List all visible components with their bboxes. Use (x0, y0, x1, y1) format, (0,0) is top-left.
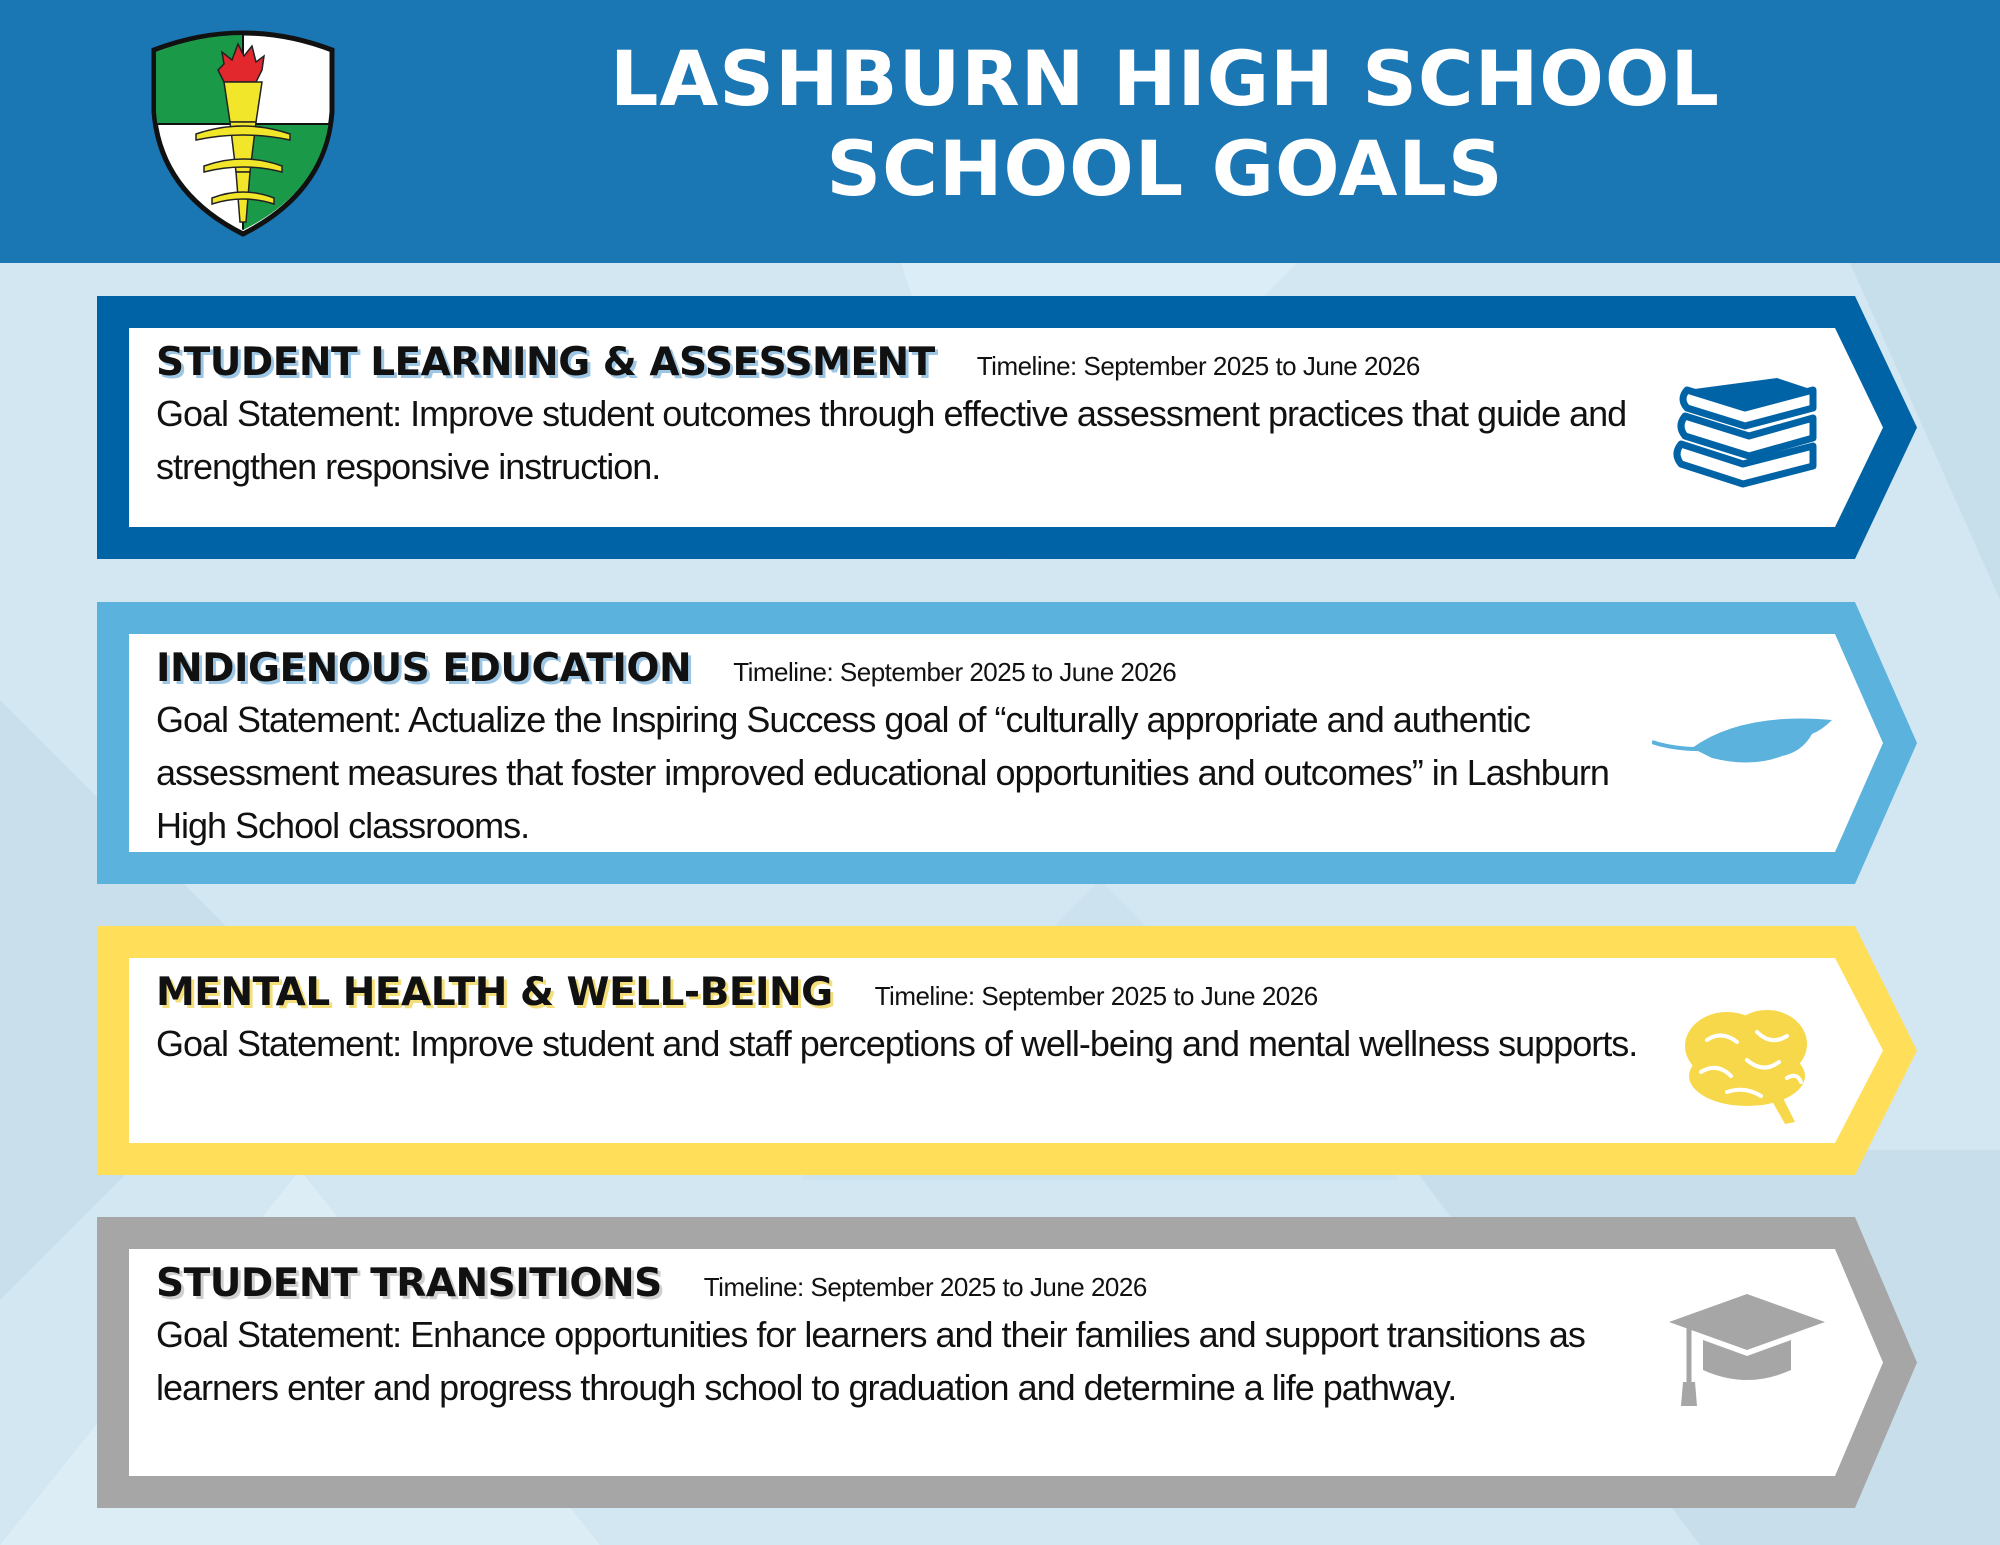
page-title (560, 34, 1770, 214)
books-icon (1667, 356, 1827, 496)
title-line-2: SCHOOL GOALS (826, 124, 1504, 213)
brain-icon (1667, 996, 1827, 1136)
goal-title: INDIGENOUS EDUCATION (156, 646, 692, 691)
header-banner (0, 0, 2000, 263)
goal-title: MENTAL HEALTH & WELL-BEING (156, 970, 833, 1015)
goal-timeline: Timeline: September 2025 to June 2026 (874, 981, 1318, 1011)
graduation-cap-icon (1667, 1292, 1827, 1432)
goal-statement: Goal Statement: Improve student outcomes through effective assessment practices that guide and strengthen responsive instruction. (156, 393, 1627, 487)
goal-card-indigenous-education (97, 602, 1917, 884)
feather-icon (1652, 682, 1842, 822)
school-crest-logo (146, 22, 340, 238)
goal-timeline: Timeline: September 2025 to June 2026 (733, 657, 1177, 687)
goal-timeline: Timeline: September 2025 to June 2026 (703, 1272, 1147, 1302)
goal-card-mental-health (97, 926, 1917, 1175)
goal-card-student-learning (97, 296, 1917, 559)
goal-card-student-transitions (97, 1217, 1917, 1508)
goal-title: STUDENT LEARNING & ASSESSMENT (156, 340, 935, 385)
goal-statement: Goal Statement: Actualize the Inspiring Success goal of “culturally appropriate and authentic assessment measures that foster improved educational opportunities and outcomes” in Lashburn High School classrooms. (156, 699, 1609, 846)
goal-timeline: Timeline: September 2025 to June 2026 (976, 351, 1420, 381)
goal-statement: Goal Statement: Improve student and staff perceptions of well-being and mental wellness supports. (156, 1023, 1638, 1064)
goal-statement: Goal Statement: Enhance opportunities for learners and their families and support transitions as learners enter and progress through school to graduation and determine a life pathway. (156, 1314, 1585, 1408)
title-line-1: LASHBURN HIGH SCHOOL (610, 34, 1720, 123)
goal-title: STUDENT TRANSITIONS (156, 1261, 662, 1306)
